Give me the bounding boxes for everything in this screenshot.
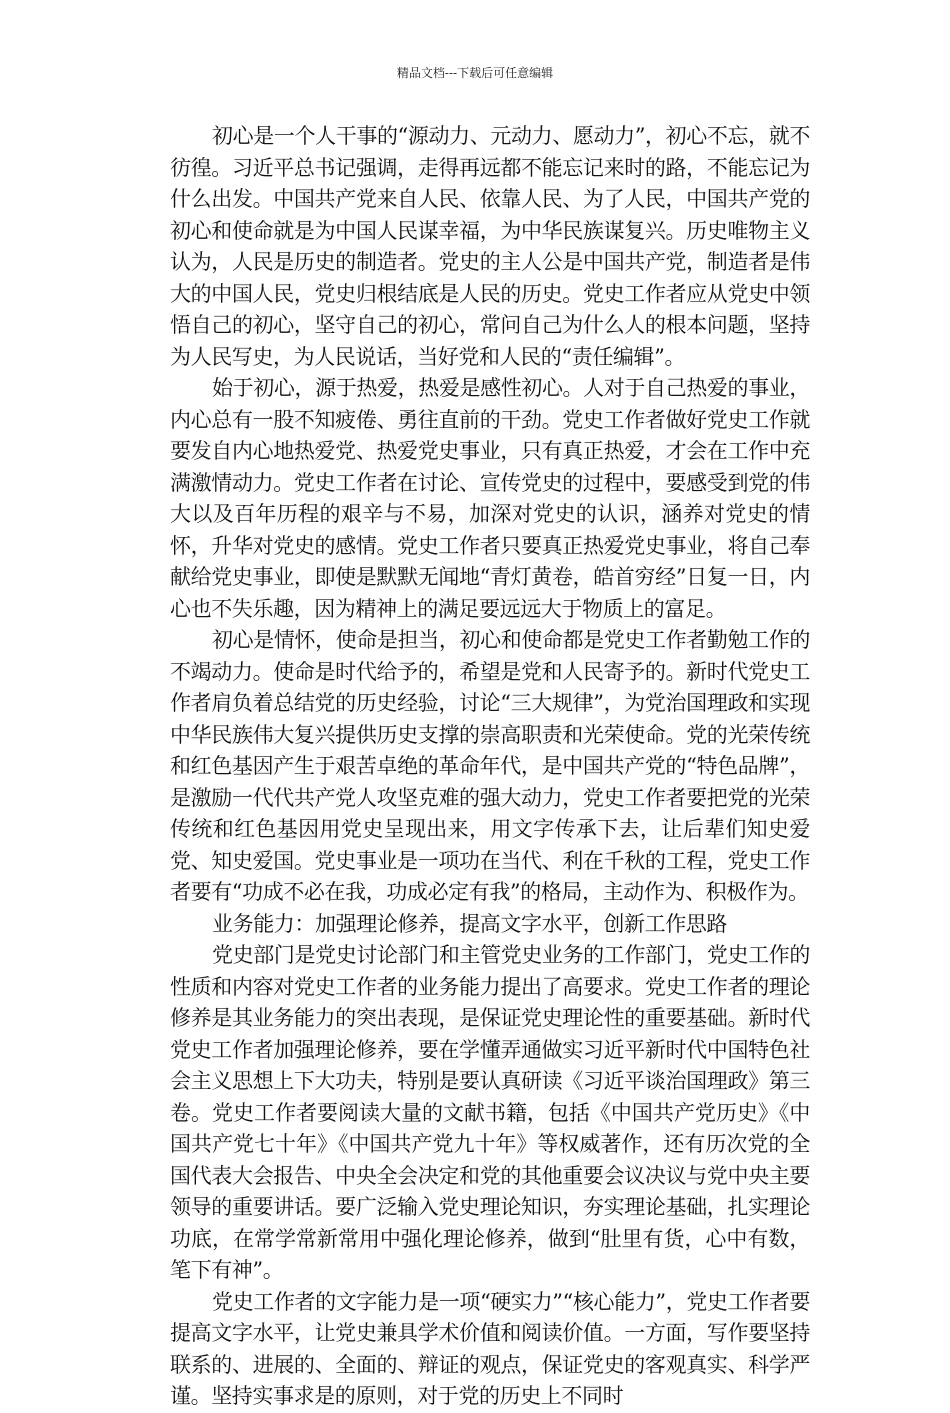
- paragraph-4: 党史部门是党史讨论部门和主管党史业务的工作部门，党史工作的性质和内容对党史工作者的业务能力提出了高要求。党史工作者的理论修养是其业务能力的突出表现，是保证党史理论性的重要基础。新时代党史工作者加强理论修养，要在学懂弄通做实习近平新时代中国特色社会主义思想上下大功夫，特别是要认真研读《习近平谈治国理政》第三卷。党史工作者要阅读大量的文献书籍，包括《中国共产党历史》《中国共产党七十年》《中国共产党九十年》等权威著作，还有历次党的全国代表大会报告、中央全会决定和党的其他重要会议决议与党中央主要领导的重要讲话。要广泛输入党史理论知识，夯实理论基础，扎实理论功底，在常学常新常用中强化理论修养，做到“肚里有货，心中有数，笔下有神”。: [170, 943, 810, 1282]
- paragraph-2: 始于初心，源于热爱，热爱是感性初心。人对于自己热爱的事业，内心总有一股不知疲倦、勇往直前的干劲。党史工作者做好党史工作就要发自内心地热爱党、热爱党史事业，只有真正热爱，才会在工作中充满激情动力。党史工作者在讨论、宣传党史的过程中，要感受到党的伟大以及百年历程的艰辛与不易，加深对党史的认识，涵养对党史的情怀，升华对党史的感情。党史工作者只要真正热爱党史事业，将自己奉献给党史事业，即使是默默无闻地“青灯黄卷，皓首穷经”日复一日，内心也不失乐趣，因为精神上的满足要远远大于物质上的富足。: [170, 376, 810, 621]
- paragraph-3: 初心是情怀，使命是担当，初心和使命都是党史工作者勤勉工作的不竭动力。使命是时代给予的，希望是党和人民寄予的。新时代党史工作者肩负着总结党的历史经验，讨论“三大规律”，为党治国理政和实现中华民族伟大复兴提供历史支撑的崇高职责和光荣使命。党的光荣传统和红色基因产生于艰苦卓绝的革命年代，是中国共产党的“特色品牌”，是激励一代代共产党人攻坚克难的强大动力，党史工作者要把党的光荣传统和红色基因用党史呈现出来，用文字传承下去，让后辈们知史爱党、知史爱国。党史事业是一项功在当代、利在千秋的工程，党史工作者要有“功成不必在我，功成必定有我”的格局，主动作为、积极作为。: [170, 628, 810, 904]
- paragraph-5: 党史工作者的文字能力是一项“硬实力”“核心能力”，党史工作者要提高文字水平，让党史兼具学术价值和阅读价值。一方面，写作要坚持联系的、进展的、全面的、辩证的观点，保证党史的客观真实、科学严谨。坚持实事求是的原则，对于党的历史上不同时: [170, 1289, 810, 1408]
- section-heading: 业务能力：加强理论修养，提高文字水平，创新工作思路: [212, 911, 727, 936]
- page-header: 精品文档---下载后可任意编辑: [396, 66, 554, 80]
- document-body: [170, 121, 810, 1413]
- paragraph-1: 初心是一个人干事的“源动力、元动力、愿动力”，初心不忘，就不彷徨。习近平总书记强调，走得再远都不能忘记来时的路，不能忘记为什么出发。中国共产党来自人民、依靠人民、为了人民，中国共产党的初心和使命就是为中国人民谋幸福，为中华民族谋复兴。历史唯物主义认为，人民是历史的制造者。党史的主人公是中国共产党，制造者是伟大的中国人民，党史归根结底是人民的历史。党史工作者应从党史中领悟自己的初心，坚守自己的初心，常问自己为什么人的根本问题，坚持为人民写史，为人民说话，当好党和人民的“责任编辑”。: [170, 124, 810, 369]
